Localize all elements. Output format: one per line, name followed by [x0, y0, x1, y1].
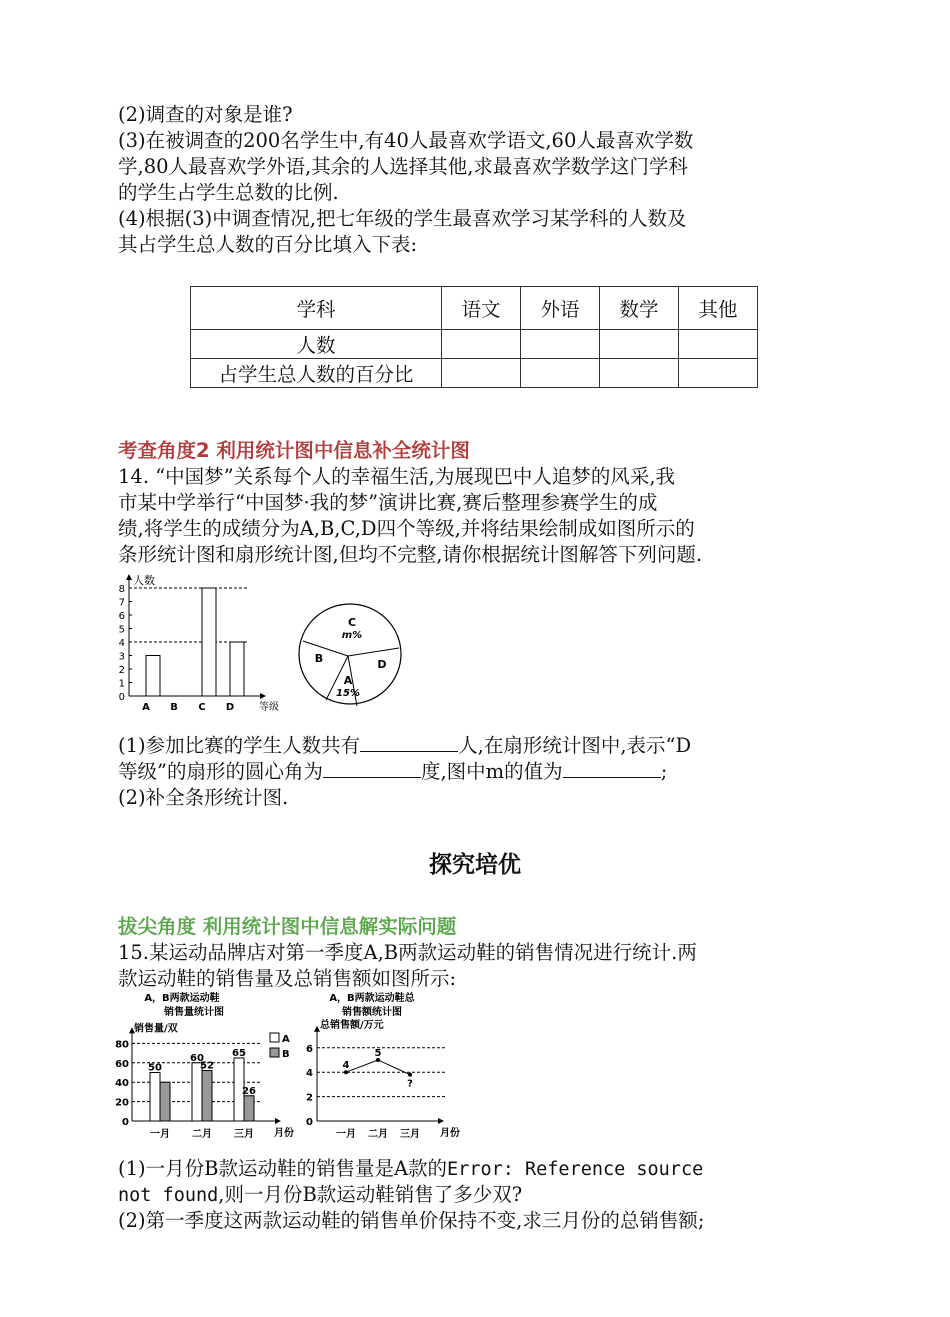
y-tick-label: 20	[115, 1097, 129, 1109]
x-axis-label: 月份	[274, 1128, 294, 1139]
table-cell	[442, 359, 521, 388]
pie-slice-label: D	[377, 658, 387, 671]
bar-series-a	[150, 1073, 160, 1122]
sales-volume-bar-chart	[112, 990, 302, 1142]
q15-sub1-line1	[118, 1156, 838, 1183]
y-axis-label: 总销售额/万元	[320, 1019, 384, 1031]
reference-error-text-2: not found	[118, 1185, 219, 1206]
x-tick-label: 一月	[336, 1129, 356, 1140]
table-header-math: 数学	[600, 287, 679, 330]
pie-slice-value: 15%	[336, 688, 360, 699]
y-tick-label: 6	[118, 611, 125, 622]
y-tick-label: 0	[118, 692, 125, 703]
total-sales-line-chart	[300, 990, 470, 1142]
bar-value-label-b: 52	[200, 1060, 214, 1072]
q15-sub2: (2)第一季度这两款运动鞋的销售单价保持不变,求三月份的总销售额;	[118, 1209, 705, 1232]
table-row-label-count: 人数	[191, 330, 442, 359]
bar-value-label-b: 26	[242, 1085, 256, 1097]
question-4-line1: (4)根据(3)中调查情况,把七年级的学生最喜欢学习某学科的人数及	[118, 207, 687, 230]
q14-sub1-line1	[118, 733, 838, 759]
question-4-line2: 其占学生总人数的百分比填入下表:	[118, 233, 418, 256]
y-tick-label: 5	[118, 624, 125, 636]
y-tick-label: 60	[115, 1058, 129, 1070]
pie-slice-value: m%	[341, 630, 363, 641]
q14-line4: 条形统计图和扇形统计图,但均不完整,请你根据统计图解答下列问题.	[118, 543, 703, 566]
angle2-heading: 考查角度2 利用统计图中信息补全统计图	[118, 439, 470, 462]
x-tick-label: B	[170, 702, 178, 713]
section-title: 探究培优	[429, 852, 521, 878]
y-tick-label: 4	[118, 638, 125, 649]
y-tick-label: 4	[306, 1068, 313, 1080]
y-tick-label: 1	[118, 678, 125, 690]
angle3-heading: 拔尖角度 利用统计图中信息解实际问题	[118, 915, 457, 938]
q14-sub1-text-b: 人,在扇形统计图中,表示“D	[458, 734, 692, 757]
subject-table	[190, 286, 758, 388]
grade-bar-chart	[112, 566, 282, 716]
bar-value-label-a: 50	[148, 1062, 162, 1074]
x-axis-arrow	[275, 1118, 281, 1124]
table-header-other: 其他	[679, 287, 758, 330]
bar-value-label-a: 65	[232, 1047, 246, 1059]
x-tick-label: 三月	[234, 1129, 254, 1140]
reference-error-text: Error: Reference source	[447, 1159, 704, 1180]
x-axis-label: 月份	[440, 1128, 460, 1139]
y-tick-label: 0	[306, 1117, 313, 1128]
table-cell	[521, 330, 600, 359]
table-header-foreign: 外语	[521, 287, 600, 330]
bar	[202, 588, 216, 696]
x-axis-label: 等级	[259, 702, 279, 713]
x-axis-arrow	[438, 1118, 444, 1124]
q15-sub1-line2	[118, 1182, 838, 1209]
legend-label-a: A	[282, 1034, 290, 1045]
point-label: 4	[342, 1060, 350, 1072]
y-axis-label: 销售量/双	[134, 1023, 178, 1035]
bar-series-b	[160, 1082, 170, 1121]
x-tick-label: 二月	[368, 1129, 388, 1140]
q15-line1: 15.某运动品牌店对第一季度A,B两款运动鞋的销售情况进行统计.两	[118, 941, 697, 964]
table-cell	[600, 359, 679, 388]
x-axis-arrow	[260, 693, 266, 699]
table-header-chinese: 语文	[442, 287, 521, 330]
y-tick-label: 0	[122, 1117, 129, 1128]
y-tick-label: 8	[118, 584, 125, 595]
q14-sub1-text-c: 等级”的扇形的圆心角为	[118, 760, 323, 783]
y-axis-arrow	[126, 574, 132, 580]
table-header-subject: 学科	[191, 287, 442, 330]
table-cell	[521, 359, 600, 388]
bar-series-b	[202, 1071, 212, 1121]
chart-title-line2: 销售量统计图	[164, 1007, 224, 1018]
legend-label-b: B	[282, 1049, 290, 1060]
q14-sub1-text-e: ;	[660, 760, 668, 783]
question-3-line2: 学,80人最喜欢学外语,其余的人选择其他,求最喜欢学数学这门学科	[118, 155, 688, 178]
q14-line1: 14. “中国梦”关系每个人的幸福生活,为展现巴中人追梦的风采,我	[118, 465, 676, 488]
y-tick-label: 7	[118, 597, 125, 609]
q15-sub1-text-b: ,则一月份B款运动鞋销售了多少双?	[218, 1183, 523, 1206]
table-cell	[679, 330, 758, 359]
y-tick-label: 2	[118, 665, 125, 676]
legend-swatch-a	[270, 1033, 279, 1042]
x-tick-label: 二月	[192, 1129, 212, 1140]
table-row-label-percent: 占学生总人数的百分比	[191, 359, 442, 388]
point-label: ?	[407, 1078, 413, 1090]
pie-slice-label: B	[314, 652, 324, 665]
x-tick-label: A	[142, 702, 150, 713]
pie-slice-label: A	[343, 674, 353, 687]
pie-slice-label: C	[347, 616, 357, 629]
blank-angle[interactable]	[323, 759, 421, 778]
bar-series-b	[244, 1096, 254, 1121]
blank-total[interactable]	[360, 733, 458, 752]
chart-title-line1: A，B两款运动鞋	[144, 993, 220, 1004]
q14-sub2: (2)补全条形统计图.	[118, 786, 289, 809]
q14-line2: 市某中学举行“中国梦·我的梦”演讲比赛,赛后整理参赛学生的成	[118, 491, 658, 514]
bar-value-label-a: 60	[190, 1052, 204, 1064]
legend-swatch-b	[270, 1048, 279, 1057]
question-3-line3: 的学生占学生总数的比例.	[118, 181, 339, 204]
bar	[230, 642, 244, 696]
question-3-line1: (3)在被调查的200名学生中,有40人最喜欢学语文,60人最喜欢学数	[118, 129, 694, 152]
question-2: (2)调查的对象是谁?	[118, 103, 293, 126]
bar	[146, 656, 160, 697]
table-cell	[679, 359, 758, 388]
y-tick-label: 80	[115, 1039, 129, 1051]
table-cell	[600, 330, 679, 359]
table-cell	[442, 330, 521, 359]
x-tick-label: C	[198, 702, 206, 713]
y-tick-label: 3	[118, 651, 125, 663]
data-point	[408, 1073, 412, 1077]
y-tick-label: 40	[115, 1078, 129, 1090]
point-label: 5	[374, 1048, 382, 1059]
y-axis-label: 人数	[133, 574, 155, 587]
chart-title-line2: 销售额统计图	[342, 1007, 402, 1018]
q14-sub1-line2	[118, 759, 838, 785]
q14-sub1-text-d: 度,图中m的值为	[420, 760, 563, 783]
q14-sub1-text-a: (1)参加比赛的学生人数共有	[118, 734, 361, 757]
grade-pie-chart	[290, 600, 420, 712]
x-tick-label: 一月	[150, 1129, 170, 1140]
blank-m[interactable]	[563, 759, 661, 778]
q15-sub1-text-a: (1)一月份B款运动鞋的销售量是A款的	[118, 1157, 448, 1180]
x-tick-label: D	[225, 702, 235, 713]
y-tick-label: 2	[306, 1092, 313, 1104]
chart-title-line1: A，B两款运动鞋总	[329, 993, 415, 1004]
y-tick-label: 6	[306, 1043, 313, 1055]
x-tick-label: 三月	[400, 1129, 420, 1140]
q14-line3: 绩,将学生的成绩分为A,B,C,D四个等级,并将结果绘制成如图所示的	[118, 517, 695, 540]
q15-line2: 款运动鞋的销售量及总销售额如图所示:	[118, 967, 457, 990]
